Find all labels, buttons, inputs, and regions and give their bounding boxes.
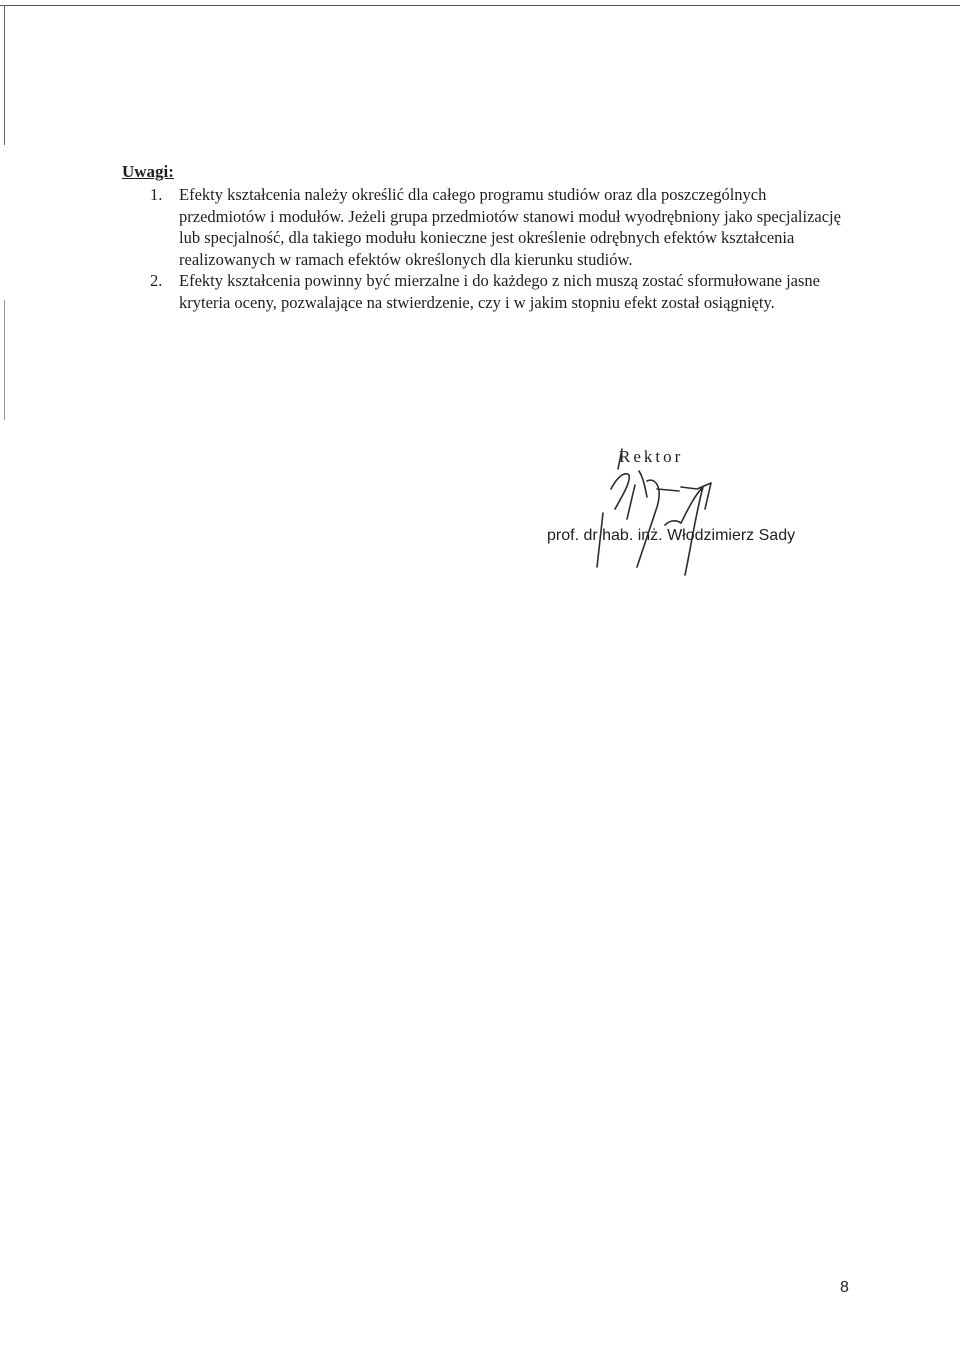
scan-border-left-lower: [4, 300, 5, 420]
signer-title: Rektor: [619, 447, 684, 466]
scan-border-left: [4, 5, 5, 145]
handwritten-signature: [545, 447, 845, 597]
scan-border-top: [0, 5, 960, 6]
note-item-2: [122, 270, 842, 313]
notes-section: [122, 161, 842, 313]
note-number: 2.: [150, 271, 163, 290]
note-number: 1.: [150, 185, 163, 204]
note-text: Efekty kształcenia należy określić dla całego programu studiów oraz dla poszczególnych przedmiotów i modułów. Jeżeli grupa przedmiotów stanowi moduł wyodrębniony jako specjalizację lub specjalność, dla takiego modułu konieczne jest określenie odrębnych efektów kształcenia realizowanych w ramach efektów określonych dla kierunku studiów.: [179, 185, 841, 269]
note-item-1: [122, 184, 842, 270]
page-number: 8: [840, 1279, 849, 1296]
notes-list: [122, 184, 842, 313]
signature-block: [545, 447, 845, 597]
note-text: Efekty kształcenia powinny być mierzalne i do każdego z nich muszą zostać sformułowane jasne kryteria oceny, pozwalające na stwierdzenie, czy i w jakim stopniu efekt został osiągnięty.: [179, 271, 820, 312]
signer-name: prof. dr hab. inż. Włodzimierz Sady: [547, 527, 796, 544]
notes-heading: Uwagi:: [122, 162, 174, 181]
